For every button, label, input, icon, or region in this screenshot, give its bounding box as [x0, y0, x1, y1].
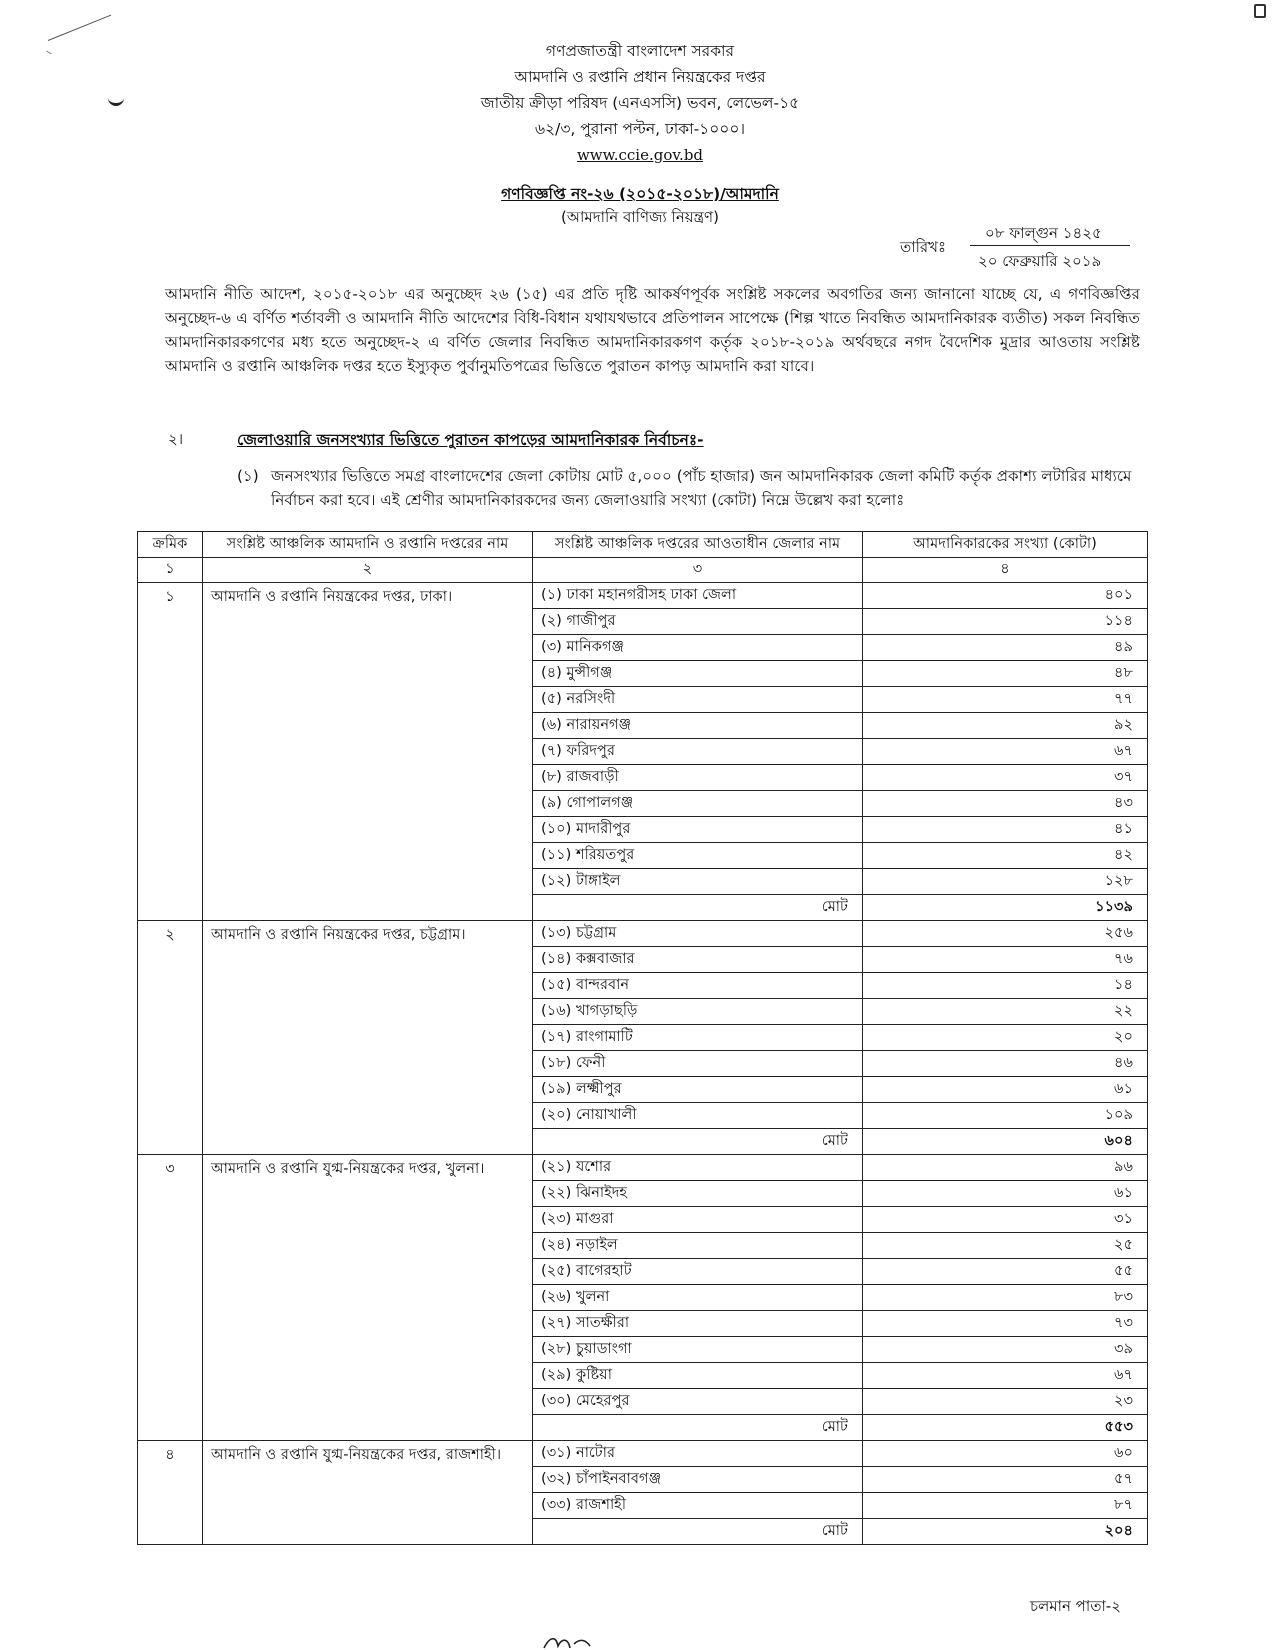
total-label: মোট [533, 1129, 863, 1155]
total-label: মোট [533, 1415, 863, 1441]
index-cell: ১ [138, 558, 203, 583]
district-quota: ৪০১ [863, 583, 1148, 609]
district-name: (১) ঢাকা মহানগরীসহ ঢাকা জেলা [533, 583, 863, 609]
district-name: (৩) মানিকগঞ্জ [533, 635, 863, 661]
date-english: ২০ ফেব্রুয়ারি ২০১৯ [978, 252, 1102, 270]
district-quota: ৮৩ [863, 1285, 1148, 1311]
district-name: (২১) যশোর [533, 1155, 863, 1181]
district-name: (২৯) কুষ্টিয়া [533, 1363, 863, 1389]
district-quota: ১২৮ [863, 869, 1148, 895]
district-quota: ৬০ [863, 1441, 1148, 1467]
district-quota: ৭৬ [863, 947, 1148, 973]
date-bangla: ০৮ ফাল্গুন ১৪২৫ [985, 224, 1102, 242]
total-value: ২০৪ [863, 1519, 1148, 1545]
date-label: তারিখঃ [900, 238, 946, 256]
corner-mark [1254, 4, 1266, 18]
district-quota: ৪৩ [863, 791, 1148, 817]
district-quota: ৯২ [863, 713, 1148, 739]
district-name: (১৩) চট্টগ্রাম [533, 921, 863, 947]
street-address: ৬২/৩, পুরানা পল্টন, ঢাকা-১০০০। [534, 120, 746, 138]
district-name: (১৪) কক্সবাজার [533, 947, 863, 973]
subsection-paragraph [237, 464, 1142, 512]
subsection-number: (১) [237, 467, 259, 485]
office-name: আমদানি ও রপ্তানি যুগ্ম-নিয়ন্ত্রকের দপ্তর, খুলনা। [203, 1155, 533, 1441]
header-office: সংশ্লিষ্ট আঞ্চলিক আমদানি ও রপ্তানি দপ্তরের নাম [203, 532, 533, 558]
table-index-row [138, 558, 1148, 583]
district-name: (৯) গোপালগঞ্জ [533, 791, 863, 817]
office-name: আমদানি ও রপ্তানি যুগ্ম-নিয়ন্ত্রকের দপ্তর, রাজশাহী। [203, 1441, 533, 1545]
table-row [138, 1441, 1148, 1467]
table-row [138, 1155, 1148, 1181]
district-name: (৩২) চাঁপাইনবাবগঞ্জ [533, 1467, 863, 1493]
district-name: (৭) ফরিদপুর [533, 739, 863, 765]
district-quota: ৬১ [863, 1077, 1148, 1103]
district-name: (৪) মুন্সীগঞ্জ [533, 661, 863, 687]
subsection-text: জনসংখ্যার ভিত্তিতে সমগ্র বাংলাদেশের জেলা কোটায় মোট ৫,০০০ (পাঁচ হাজার) জন আমদানিকারক জেলা কমিটি কর্তৃক প্রকাশ্য লটারির মাধ্যমে নির্বাচন করা হবে। এই শ্রেণীর আমদানিকারকদের জন্য জেলাওয়ারি সংখ্যা (কোটা) নিম্নে উল্লেখ করা হলোঃ [271, 467, 1132, 509]
district-name: (১২) টাঙ্গাইল [533, 869, 863, 895]
index-cell: ৪ [863, 558, 1148, 583]
district-quota: ৪৬ [863, 1051, 1148, 1077]
district-quota: ৪৯ [863, 635, 1148, 661]
website-link[interactable]: www.ccie.gov.bd [576, 146, 704, 164]
district-quota: ৪২ [863, 843, 1148, 869]
district-quota: ২৩ [863, 1389, 1148, 1415]
district-quota: ৮৭ [863, 1493, 1148, 1519]
table-header-row [138, 532, 1148, 558]
office-serial: ৩ [138, 1155, 203, 1441]
building-address: জাতীয় ক্রীড়া পরিষদ (এনএসসি) ভবন, লেভেল-১৫ [480, 94, 800, 112]
district-quota: ৭৭ [863, 687, 1148, 713]
district-quota: ১৪ [863, 973, 1148, 999]
pen-tick-mark [46, 51, 52, 55]
total-label: মোট [533, 895, 863, 921]
district-name: (২৩) মাগুরা [533, 1207, 863, 1233]
district-quota: ৫৭ [863, 1467, 1148, 1493]
office-name: আমদানি ও রপ্তানি নিয়ন্ত্রকের দপ্তর, ঢাকা। [203, 583, 533, 921]
total-value: ১১৩৯ [863, 895, 1148, 921]
table-row [138, 583, 1148, 609]
district-name: (২৭) সাতক্ষীরা [533, 1311, 863, 1337]
district-quota: ৭৩ [863, 1311, 1148, 1337]
index-cell: ৩ [533, 558, 863, 583]
district-quota: ১০৯ [863, 1103, 1148, 1129]
office-serial: ৪ [138, 1441, 203, 1545]
total-label: মোট [533, 1519, 863, 1545]
district-quota: ৩৭ [863, 765, 1148, 791]
section-title: জেলাওয়ারি জনসংখ্যার ভিত্তিতে পুরাতন কাপড়ের আমদানিকারক নির্বাচনঃ- [237, 431, 704, 449]
office-serial: ২ [138, 921, 203, 1155]
district-name: (২২) ঝিনাইদহ [533, 1181, 863, 1207]
district-name: (২) গাজীপুর [533, 609, 863, 635]
district-quota: ৪৮ [863, 661, 1148, 687]
office-name: আমদানি ও রপ্তানি প্রধান নিয়ন্ত্রকের দপ্তর [514, 68, 766, 86]
office-serial: ১ [138, 583, 203, 921]
district-quota: ৩১ [863, 1207, 1148, 1233]
header-district: সংশ্লিষ্ট আঞ্চলিক দপ্তরের আওতাধীন জেলার নাম [533, 532, 863, 558]
district-name: (২৫) বাগেরহাট [533, 1259, 863, 1285]
continue-page-note: চলমান পাতা-২ [1030, 1597, 1121, 1615]
district-quota: ৪১ [863, 817, 1148, 843]
district-name: (৩০) মেহেরপুর [533, 1389, 863, 1415]
header-serial: ক্রমিক [138, 532, 203, 558]
govt-name: গণপ্রজাতন্ত্রী বাংলাদেশ সরকার [545, 42, 735, 60]
district-name: (১৭) রাংগামাটি [533, 1025, 863, 1051]
section-number: ২। [168, 430, 184, 448]
district-name: (৫) নরসিংদী [533, 687, 863, 713]
district-quota: ১১৪ [863, 609, 1148, 635]
district-quota: ৬৭ [863, 1363, 1148, 1389]
table-row [138, 921, 1148, 947]
punch-hole-mark [108, 96, 124, 106]
district-name: (১০) মাদারীপুর [533, 817, 863, 843]
district-name: (১৯) লক্ষ্মীপুর [533, 1077, 863, 1103]
district-name: (১৫) বান্দরবান [533, 973, 863, 999]
district-quota: ২০ [863, 1025, 1148, 1051]
district-quota: ২২ [863, 999, 1148, 1025]
signature-mark [540, 1634, 600, 1650]
district-name: (২০) নোয়াখালী [533, 1103, 863, 1129]
header-quota: আমদানিকারকের সংখ্যা (কোটা) [863, 532, 1148, 558]
district-name: (১৮) ফেনী [533, 1051, 863, 1077]
district-name: (৩১) নাটোর [533, 1441, 863, 1467]
index-cell: ২ [203, 558, 533, 583]
pen-stroke-mark [48, 15, 111, 41]
district-name: (২৮) চুয়াডাংগা [533, 1337, 863, 1363]
office-name: আমদানি ও রপ্তানি নিয়ন্ত্রকের দপ্তর, চট্টগ্রাম। [203, 921, 533, 1155]
district-name: (৮) রাজবাড়ী [533, 765, 863, 791]
district-quota: ২৫৬ [863, 921, 1148, 947]
district-name: (২৪) নড়াইল [533, 1233, 863, 1259]
notice-subtitle: (আমদানি বাণিজ্য নিয়ন্ত্রণ) [561, 208, 719, 226]
quota-table [137, 531, 1148, 1545]
total-value: ৬০৪ [863, 1129, 1148, 1155]
date-divider [970, 245, 1130, 246]
district-quota: ২৫ [863, 1233, 1148, 1259]
district-quota: ৬৭ [863, 739, 1148, 765]
district-name: (১৬) খাগড়াছড়ি [533, 999, 863, 1025]
district-name: (৩৩) রাজশাহী [533, 1493, 863, 1519]
total-value: ৫৫৩ [863, 1415, 1148, 1441]
district-name: (১১) শরিয়তপুর [533, 843, 863, 869]
district-quota: ৩৯ [863, 1337, 1148, 1363]
notice-title: গণবিজ্ঞপ্তি নং-২৬ (২০১৫-২০১৮)/আমদানি [501, 185, 779, 203]
district-name: (৬) নারায়নগঞ্জ [533, 713, 863, 739]
letterhead [300, 38, 980, 168]
intro-paragraph: আমদানি নীতি আদেশ, ২০১৫-২০১৮ এর অনুচ্ছেদ ২৬ (১৫) এর প্রতি দৃষ্টি আকর্ষণপূর্বক সংশ্লিষ্ট সকলের অবগতির জন্য জানানো যাচ্ছে যে, এ গণবিজ্ঞপ্তির অনুচ্ছেদ-৬ এ বর্ণিত শর্তাবলী ও আমদানি নীতি আদেশের বিধি-বিধান যথাযথভাবে প্রতিপালন সাপেক্ষে (শিল্প খাতে নিবন্ধিত আমদানিকারক ব্যতীত) সকল নিবন্ধিত আমদানিকারকগণের মধ্য হতে অনুচ্ছেদ-২ এ বর্ণিত জেলার নিবন্ধিত আমদানিকারকগণ কর্তৃক ২০১৮-২০১৯ অর্থবছরে নগদ বৈদেশিক মুদ্রার আওতায় সংশ্লিষ্ট আমদানি ও রপ্তানি আঞ্চলিক দপ্তর হতে ইস্যুকৃত পুর্বানুমতিপত্রের ভিত্তিতে পুরাতন কাপড় আমদানি করা যাবে। [165, 285, 1140, 375]
district-quota: ৫৫ [863, 1259, 1148, 1285]
district-quota: ৯৬ [863, 1155, 1148, 1181]
district-name: (২৬) খুলনা [533, 1285, 863, 1311]
district-quota: ৬১ [863, 1181, 1148, 1207]
